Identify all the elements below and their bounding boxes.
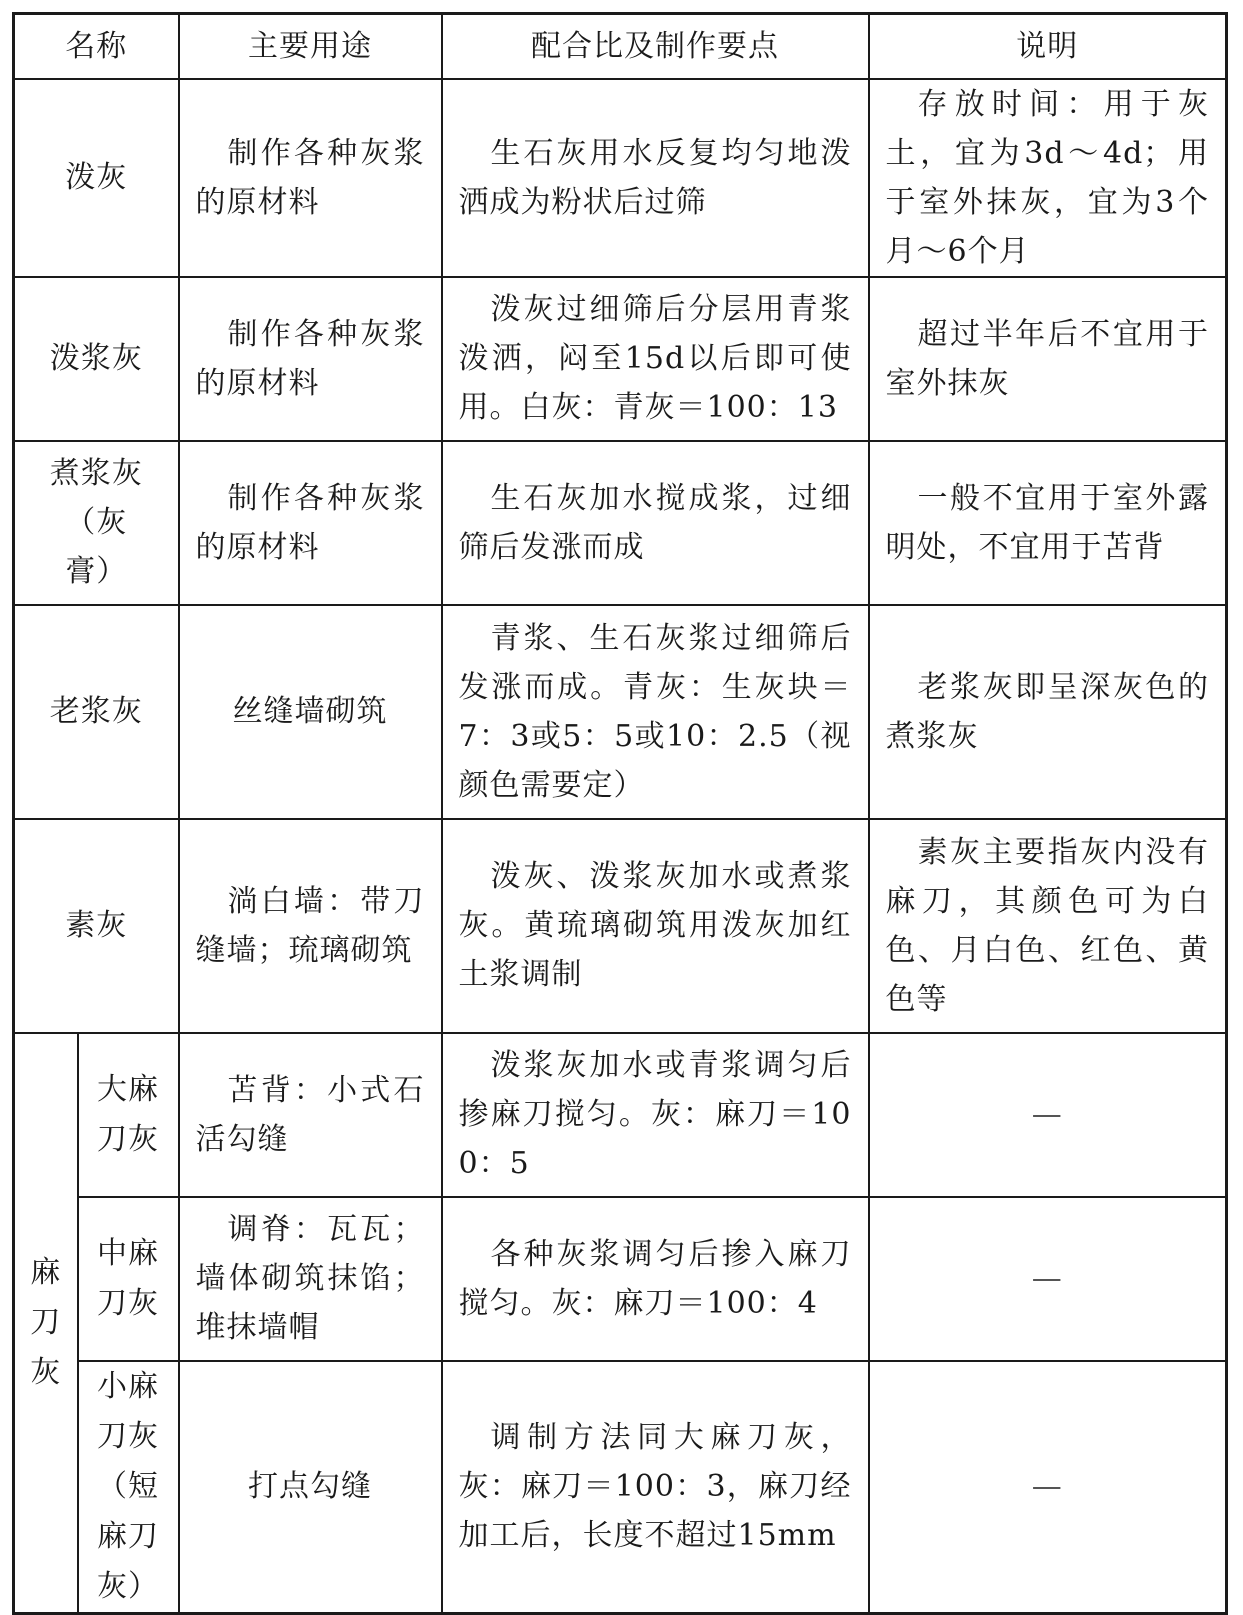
row-note: [869, 1033, 1227, 1197]
row-use: 制作各种灰浆的原材料: [179, 277, 442, 441]
group-name: 麻刀灰: [14, 1033, 78, 1614]
row-name: 素灰: [14, 819, 179, 1033]
row-mix: 泼灰、泼浆灰加水或煮浆灰。黄琉璃砌筑用泼灰加红土浆调制: [442, 819, 869, 1033]
row-note: 存放时间：用于灰土，宜为3d～4d；用于室外抹灰，宜为3个月～6个月: [869, 79, 1227, 277]
row-note: 一般不宜用于室外露明处，不宜用于苫背: [869, 441, 1227, 605]
row-mix: 青浆、生石灰浆过细筛后发涨而成。青灰：生灰块＝7：3或5：5或10：2.5（视颜色需要定）: [442, 605, 869, 819]
row-name: 小麻刀灰（短麻刀灰）: [78, 1361, 179, 1614]
row-use: 制作各种灰浆的原材料: [179, 441, 442, 605]
row-mix: 泼灰过细筛后分层用青浆泼洒，闷至15d以后即可使用。白灰：青灰＝100：13: [442, 277, 869, 441]
row-note: 素灰主要指灰内没有麻刀，其颜色可为白色、月白色、红色、黄色等: [869, 819, 1227, 1033]
row-name: 老浆灰: [14, 605, 179, 819]
header-mix: 配合比及制作要点: [442, 14, 869, 79]
row-name: 中麻刀灰: [78, 1197, 179, 1361]
dash-mark: —: [1031, 1261, 1063, 1296]
row-use: 淌白墙：带刀缝墙；琉璃砌筑: [179, 819, 442, 1033]
table-row: [14, 1197, 1227, 1361]
table-row: [14, 79, 1227, 277]
row-name: 泼浆灰: [14, 277, 179, 441]
row-mix: 各种灰浆调匀后掺入麻刀搅匀。灰：麻刀＝100：4: [442, 1197, 869, 1361]
row-note: 老浆灰即呈深灰色的煮浆灰: [869, 605, 1227, 819]
table-row: [14, 441, 1227, 605]
row-note: 超过半年后不宜用于室外抹灰: [869, 277, 1227, 441]
header-name: 名称: [14, 14, 179, 79]
row-use: 制作各种灰浆的原材料: [179, 79, 442, 277]
row-mix: 生石灰用水反复均匀地泼洒成为粉状后过筛: [442, 79, 869, 277]
table-row: [14, 1361, 1227, 1614]
row-name: 泼灰: [14, 79, 179, 277]
row-use: 丝缝墙砌筑: [179, 605, 442, 819]
row-name: 煮浆灰（灰膏）: [14, 441, 179, 605]
lime-mortar-table: [12, 12, 1228, 1615]
row-use: 调脊：瓦瓦；墙体砌筑抹馅；堆抹墙帽: [179, 1197, 442, 1361]
dash-mark: —: [1031, 1097, 1063, 1132]
row-mix: 泼浆灰加水或青浆调匀后掺麻刀搅匀。灰：麻刀＝100：5: [442, 1033, 869, 1197]
table-row: [14, 819, 1227, 1033]
table-row: [14, 1033, 1227, 1197]
header-row: [14, 14, 1227, 79]
row-note: [869, 1361, 1227, 1614]
row-use: 苫背：小式石活勾缝: [179, 1033, 442, 1197]
header-note: 说明: [869, 14, 1227, 79]
row-use: 打点勾缝: [179, 1361, 442, 1614]
dash-mark: —: [1031, 1469, 1063, 1504]
header-use: 主要用途: [179, 14, 442, 79]
row-name: 大麻刀灰: [78, 1033, 179, 1197]
table-row: [14, 605, 1227, 819]
row-note: [869, 1197, 1227, 1361]
row-mix: 调制方法同大麻刀灰，灰：麻刀＝100：3，麻刀经加工后，长度不超过15mm: [442, 1361, 869, 1614]
table-row: [14, 277, 1227, 441]
row-mix: 生石灰加水搅成浆，过细筛后发涨而成: [442, 441, 869, 605]
